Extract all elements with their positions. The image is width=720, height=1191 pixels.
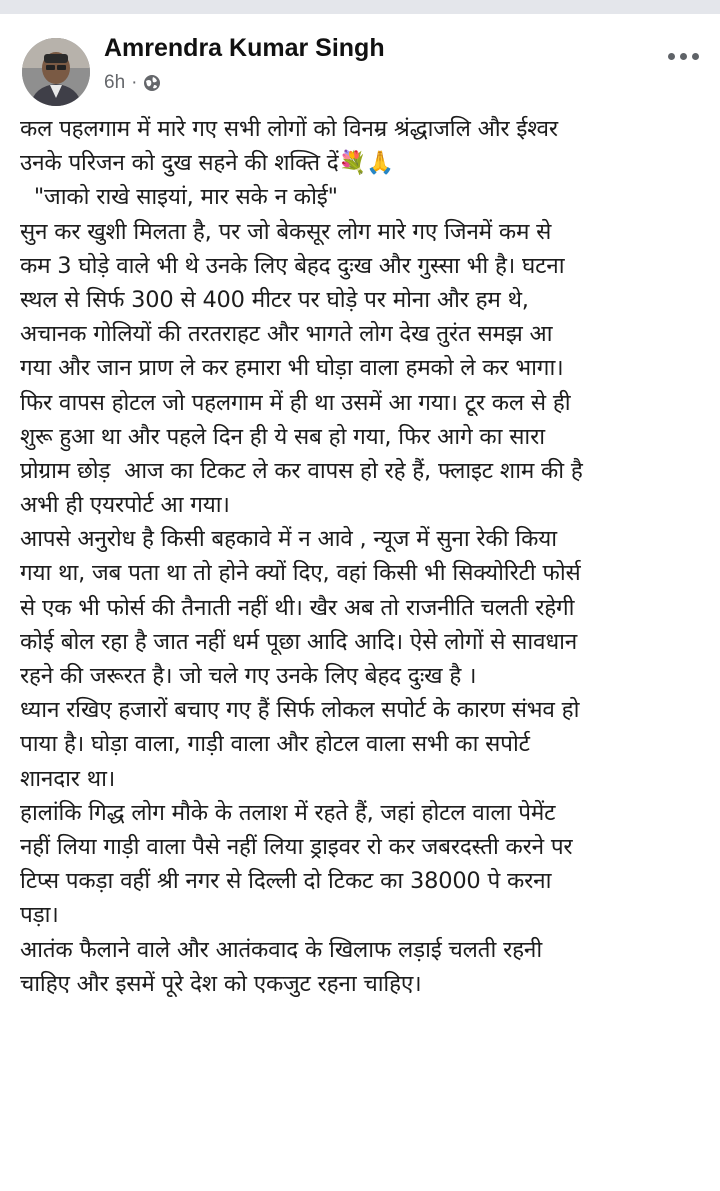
post-line <box>20 146 710 180</box>
post-line: टिप्स पकड़ा वहीं श्री नगर से दिल्ली दो टिकट का 38000 पे करना <box>20 868 552 895</box>
bouquet-emoji: 💐 <box>338 150 367 177</box>
post-line: कम 3 घोड़े वाले भी थे उनके लिए बेहद दुःख और गुस्सा भी है। घटना <box>20 252 565 279</box>
post-line: नहीं लिया गाड़ी वाला पैसे नहीं लिया ड्राइवर रो कर जबरदस्ती करने पर <box>20 833 573 860</box>
avatar-photo <box>22 38 90 106</box>
post-line: रहने की जरूरत है। जो चले गए उनके लिए बेहद दुःख है । <box>20 663 477 689</box>
post-line-text: उनके परिजन को दुख सहने की शक्ति दें <box>20 150 339 177</box>
post-line: शानदार था। <box>20 765 116 792</box>
dot <box>680 53 687 60</box>
avatar[interactable] <box>22 38 90 106</box>
post-line: फिर वापस होटल जो पहलगाम में ही था उसमें आ गया। टूर कल से ही <box>20 389 571 416</box>
meta-separator: · <box>131 72 138 93</box>
post-meta <box>104 72 161 94</box>
more-options-icon[interactable] <box>660 42 706 70</box>
post-line: आपसे अनुरोध है किसी बहकावे में न आवे , न्यूज में सुना रेकी किया <box>20 526 557 553</box>
dot <box>692 53 699 60</box>
post-line: अभी ही एयरपोर्ट आ गया। <box>20 492 230 519</box>
post-line: "जाको राखे साइयां, मार सके न कोई" <box>20 184 338 211</box>
post-line: कल पहलगाम में मारे गए सभी लोगों को विनम्र श्रंद्धाजलि और ईश्वर <box>20 116 558 142</box>
post-line: गया और जान प्राण ले कर हमारा भी घोड़ा वाला हमको ले कर भागा। <box>20 355 564 382</box>
post-text <box>20 112 710 1001</box>
post-line: गया था, जब पता था तो होने क्यों दिए, वहां किसी भी सिक्योरिटी फोर्स <box>20 560 581 587</box>
author-name[interactable]: Amrendra Kumar Singh <box>104 34 385 62</box>
post-line: कोई बोल रहा है जात नहीं धर्म पूछा आदि आदि। ऐसे लोगों से सावधान <box>20 628 578 655</box>
post-line: अचानक गोलियों की तरतराहट और भागते लोग देख तुरंत समझ आ <box>20 321 553 348</box>
dot <box>668 53 675 60</box>
post-line: ध्यान रखिए हजारों बचाए गए हैं सिर्फ लोकल सपोर्ट के कारण संभव हो <box>20 697 580 724</box>
post-line: शुरू हुआ था और पहले दिन ही ये सब हो गया, फिर आगे का सारा <box>20 423 545 450</box>
post-header <box>0 14 720 104</box>
post-line: स्थल से सिर्फ 300 से 400 मीटर पर घोड़े पर मोना और हम थे, <box>20 286 529 313</box>
globe-icon <box>143 74 161 92</box>
post-line: आतंक फैलाने वाले और आतंकवाद के खिलाफ लड़ाई चलती रहनी <box>20 936 542 963</box>
top-divider <box>0 0 720 14</box>
post-line: से एक भी फोर्स की तैनाती नहीं थी। खैर अब तो राजनीति चलती रहेगी <box>20 594 575 621</box>
post-time[interactable]: 6h <box>104 72 126 93</box>
post-line: पड़ा। <box>20 902 59 929</box>
post-line: हालांकि गिद्ध लोग मौके के तलाश में रहते हैं, जहां होटल वाला पेमेंट <box>20 799 556 826</box>
post-line: चाहिए और इसमें पूरे देश को एकजुट रहना चाहिए। <box>20 970 422 997</box>
post-line: सुन कर खुशी मिलता है, पर जो बेकसूर लोग मारे गए जिनमें कम से <box>20 218 552 245</box>
post-line: प्रोग्राम छोड़ आज का टिकट ले कर वापस हो रहे हैं, फ्लाइट शाम की है <box>20 457 583 484</box>
post-line: पाया है। घोड़ा वाला, गाड़ी वाला और होटल वाला सभी का सपोर्ट <box>20 731 530 758</box>
pray-emoji: 🙏 <box>366 150 395 177</box>
